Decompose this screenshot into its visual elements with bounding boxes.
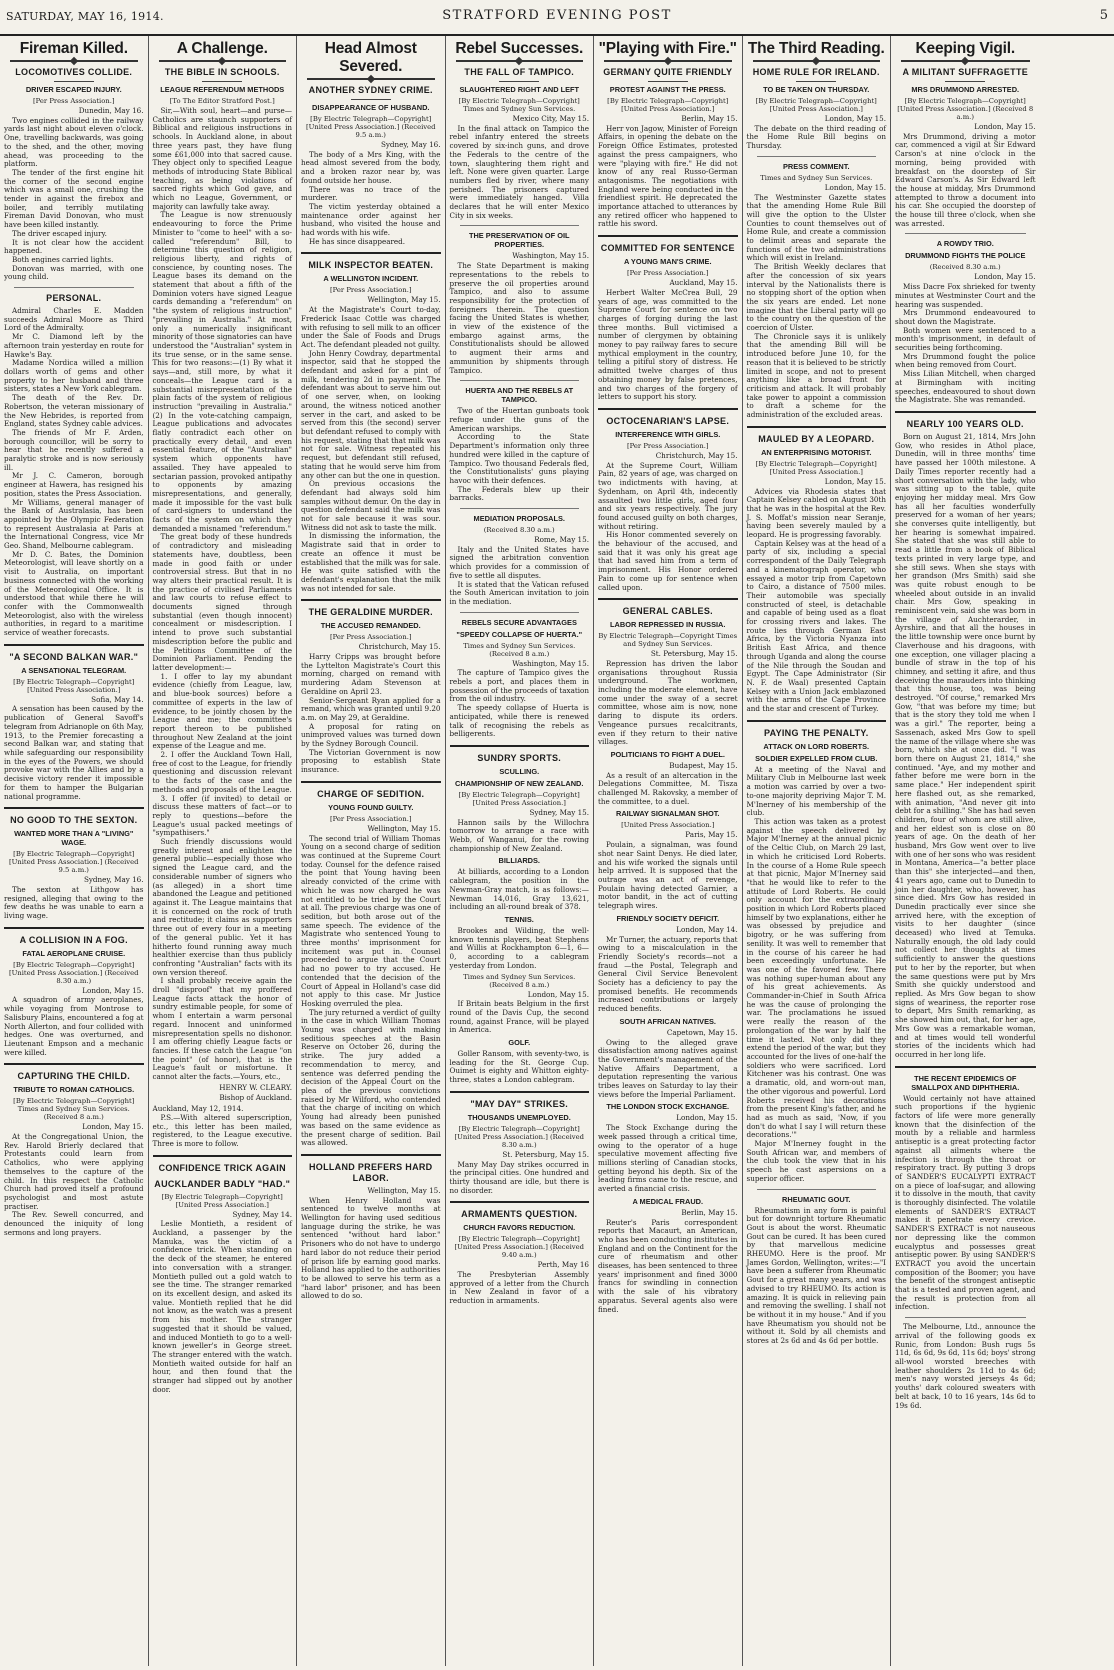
subheading: RHEUMATIC GOUT. [782, 1194, 851, 1204]
subheading: FATAL AEROPLANE CRUISE. [22, 948, 126, 958]
divider [301, 781, 441, 783]
paragraph: Mrs Drummond endeavoured to shout down the Magistrate. [895, 308, 1036, 326]
divider [460, 225, 580, 226]
subheading: FRIENDLY SOCIETY DEFICIT. [616, 913, 720, 923]
paragraph: As a result of an altercation in the Delegations Committee, M. Tisza challenged M. Rakovsky, a member of the committee, to a duel. [598, 770, 738, 806]
byline: [By Electric Telegraph—Copyright] [United Press Association.] [13, 677, 135, 694]
headline-rule [901, 60, 1030, 62]
subheading: THE ACCUSED REMANDED. [320, 621, 421, 631]
dateline: Mexico City, May 15. [512, 114, 589, 123]
masthead [0, 0, 1114, 36]
byline: [United Press Association.] [621, 821, 715, 830]
headline: The Third Reading. [747, 40, 885, 57]
paragraph: At the Supreme Court, William Pain, 82 years of age, was charged on two indictments with having, at Sydenham, on April 4th, indecently assaulted two little girls, aged four and six years respectively. The jury found accused guilty on both charges, without retiring. [598, 460, 738, 531]
paragraph: When Henry Holland was sentenced to twelve months at Wellington for having used seditious language during the strike, he was sentenced "without hard labor." Prisoners who do not have to undergo hard labor do not reduce their period of prison life by earning good marks. Holland has applied to the authorities to be allowed to serve his term as a "hard labor" prisoner, and has been allowed to do so. [301, 1195, 441, 1301]
byline: [Per Press Association.] [626, 441, 709, 450]
subheading: AN ENTERPRISING MOTORIST. [761, 447, 872, 457]
byline: [By Electric Telegraph—Copyright] [United Press Association.] [458, 790, 580, 807]
paragraph: The Melbourne, Ltd., announce the arrival of the following goods ex Runic, from London: Bush rugs 5s 11d, 6s 6d, 9s 6d, 11s 6d; boys' strong all-wool worsted breeches with leather shoulders 2s 11d to 4s 6d; men's navy worsted jerseys 4s 6d; youths' dark coloured sweaters with belt at back, 10 to 16 years, 14s 6d to 19s 6d. [895, 1322, 1036, 1410]
paragraph: Both women were sentenced to a month's imprisonment, in default of securities being forthcoming. [895, 325, 1036, 353]
dateline: Budapest, May 15. [669, 760, 738, 770]
divider [460, 612, 580, 613]
byline: (Received 8.30 a.m.) [929, 263, 1001, 272]
subheading: HOLLAND PREFERS HARD LABOR. [308, 1161, 433, 1183]
paragraph: P.S.—With altered superscription, etc., this letter has been mailed, registered, to the League executive. Three is more to follow. [152, 1112, 292, 1148]
divider [648, 81, 688, 82]
divider [598, 408, 738, 410]
issue-date: SATURDAY, MAY 16, 1914. [6, 10, 164, 23]
divider [499, 81, 539, 82]
byline: [By Electric Telegraph—Copyright] [United Press Association.] [755, 459, 877, 476]
divider [796, 81, 836, 82]
subheading: CONFIDENCE TRICK AGAIN [158, 1162, 286, 1173]
subheading: THE BIBLE IN SCHOOLS. [164, 67, 280, 77]
paragraph: The sexton at Lithgow has resigned, alleging that owing to the few deaths he was unable to earn a living wage. [4, 884, 144, 921]
paragraph: He has since disappeared. [309, 236, 406, 246]
subheading: "MAY DAY" STRIKES. [470, 1098, 569, 1109]
dateline: Sofia, May 14. [91, 694, 144, 704]
dateline: Auckland, May 12, 1914. [152, 1104, 244, 1114]
headline-rule [753, 60, 881, 62]
paragraph: The Rev. Sewell concurred, and denounced the iniquity of long sermons and long prayers. [4, 1210, 144, 1237]
paragraph: Two engines collided in the railway yards last night about eleven o'clock. One, travelling backwards, was going to the shed, and the other, moving ahead, was proceeding to the platform. [4, 115, 144, 169]
byline: [By Electric Telegraph—Copyright] Times and Sydney Sun Services. (Received 8 a.m.) [13, 1097, 135, 1122]
subheading: TRIBUTE TO ROMAN CATHOLICS. [13, 1085, 135, 1095]
subheading: CAPTURING THE CHILD. [17, 1071, 130, 1082]
headline: Fireman Killed. [19, 40, 128, 57]
paragraph: According to the State Department's information only three hundred were killed in the capture of Tampico. Two thousand Federals fled, the Constitutionalists' guns playing havoc with their defences. [449, 432, 589, 485]
byline: [By Electric Telegraph—Copyright] [United Press Association.] [607, 97, 729, 113]
dateline: London, May 15. [82, 1122, 144, 1132]
subheading: CHAMPIONSHIP OF NEW ZEALAND. [455, 778, 584, 788]
dateline: Dunedin, May 16. [78, 106, 144, 115]
headline-rule [604, 60, 732, 62]
dateline: St. Petersburg, May 15. [502, 1149, 589, 1159]
column-2 [149, 36, 298, 1666]
paragraph: The British Weekly declares that after the concession of six years interval by the Nationalists there is no stopping short of the option when the six years are ended. Let none imagine that the Liberal party will go to the country on the question of the coercion of Ulster. [746, 262, 886, 333]
paragraph: Brookes and Wilding, the well-known tennis players, beat Stephens and Willis at Rockhampton 6—1, 6—0, according to a cablegram yesterday from London. [449, 926, 589, 970]
paragraph: Herr von Jagow, Minister of Foreign Affairs, in opening the debate on the Foreign Office Estimates, protested against the press campaigners, who were "playing with fire." He did not know of any real Russo-German antagonisms. The negotiations with England were being conducted in the friendliest spirit. He deprecated the importance attached to utterances by any retired officer who happened to rattle his sword. [598, 123, 738, 229]
divider [905, 1317, 1026, 1318]
subheading: TENNIS. [504, 915, 534, 924]
paragraph: A proposal for rating on unimproved values was turned down by the Sydney Borough Council. [301, 721, 441, 749]
divider [895, 411, 1036, 413]
dateline: London, May 15. [824, 182, 886, 192]
paragraph: The second trial of William Thomas Young on a second charge of sedition was continued at the Supreme Court today. Counsel for the defence raised the point that Young having been already convicted of the crime with which he was now charged he was not entitled to be tried by the Court at all. The previous charge was one of sedition, but both arose out of the same speech. The evidence of the Magistrate who sentenced Young to three months' imprisonment for incitement was put in. Counsel proceeded to argue that the Court had no power to try accused. He contended that the decision of the Court of Appeal in Holland's case did not apply to this case. Mr Justice Hosking overruled the plea. [301, 833, 441, 1008]
paragraph: Admiral Charles E. Madden succeeds Admiral Moore as Third Lord of the Admiralty. [4, 306, 144, 333]
paragraph: At the Magistrate's Court to-day, Frederick Isaac Cottle was charged with refusing to sell milk to an officer under the Sale of Foods and Drugs Act. The defendant pleaded not guilty. [301, 305, 441, 349]
dateline: Washington, May 15. [512, 658, 589, 668]
paragraph: Mr D. C. Bates, the Dominion Meteorologist, will leave shortly on a visit to Australia, on important business connected with the working of the Meteorological Office. It is understood that while there he will confer with the Commonwealth Meteorologist, also with the wireless authorities, in regard to a maritime service of weather forecasts. [4, 549, 144, 638]
paragraph: Mr Turner, the actuary, reports that owing to a miscalculation in the Friendly Society's records—not a fraud —the Postal, Telegraph and General Civil Service Benevolent Society has a deficiency to pay the promised benefits. He recommends increased contributions or largely reduced benefits. [598, 934, 738, 1014]
subheading: TO BE TAKEN ON THURSDAY. [763, 85, 870, 94]
column-1 [0, 36, 149, 1666]
divider [895, 1066, 1036, 1068]
subheading: LOCOMOTIVES COLLIDE. [15, 67, 133, 77]
divider [460, 508, 580, 509]
divider [450, 1201, 590, 1203]
divider [747, 426, 887, 428]
paragraph: Would certainly not have attained such proportions if the hygienic factors of life were more generally known that the disinfection of the mouth by a reliable and harmless antiseptic is a great protecting factor against all ailments where the infection is through the throat or respiratory tract. By putting 3 drops of SANDER'S EUCALYPTI EXTRACT on a piece of loaf-sugar, and allowing it to dissolve in the mouth, that cavity is thoroughly disinfected. The volatile elements of SANDER'S EXTRACT makes it penetrate every crevice. SANDER'S EXTRACT is not nauseous nor depressing like the common eucalyptus and possesses great antiseptic power. By using SANDER'S EXTRACT you avoid the uncertain composition of the Boomer; you have the benefit of the strongest antiseptic that is a tested and proven agent, and the result is protection from all infection. [895, 1093, 1036, 1312]
paragraph: Italy and the United States have signed the arbitration convention which provides for a commission of five to settle all disputes. [449, 544, 589, 580]
paragraph: Mrs Drummond fought the police when being removed from Court. [895, 351, 1036, 370]
column-6 [743, 36, 892, 1666]
paragraph: A squadron of army aeroplanes, while voyaging from Montrose to Salisbury Plains, encountered a fog at North Allerton, and four collided with hedges. One was overturned, and Lieutenant Empson and a mechanic were killed. [4, 995, 144, 1057]
paragraph: 3. I offer (if invited) to detail or discuss these matters of fact—or to reply to questions—before the League's usual packed meetings of "sympathisers." [152, 793, 292, 838]
paragraph: Poulain, a signalman, was found shot near Saint Denys. He died later, and his wife worked the signals until help arrived. It is supposed that the outrage was an act of revenge, Poulain having detected Garnier, a motor bandit, in the act of cutting telegraph wires. [598, 840, 738, 911]
paragraph: In dismissing the information, the Magistrate said that in order to create an offence it must be established that the milk was for sale. He was quite satisfied with the defendant's explanation that the milk was not intended for sale. [301, 531, 441, 593]
byline: [By Electric Telegraph—Copyright] [United Press Association.] [755, 97, 877, 113]
dateline: Washington, May 15. [512, 251, 589, 261]
paragraph: Two of the Huertan gunboats took refuge under the guns of the American warships. [449, 406, 589, 433]
divider [460, 380, 580, 381]
dateline: St. Petersburg, May 15. [650, 649, 738, 659]
paragraph: The State Department is making representations to the rebels to preserve the oil properties around Tampico, and also to assume responsibility for the protection of foreigners therein. The question facing the United States is whether, in view of the existence of the embargo against arms, the Constitutionalists should be allowed to augment their arms and ammunition by shipments through Tampico. [449, 261, 589, 375]
paragraph: Mr J. C. Cameron, borough engineer at Hawera, has resigned his position, states the Press Association. [4, 471, 144, 498]
paragraph: The body of a Mrs King, with the head almost severed from the body, and a broken razor near by, was found outside her house. [301, 149, 441, 185]
paragraph: The friends of Mr F. Arden, borough councillor, will be sorry to hear that he recently suffered a paralytic stroke and is now seriously ill. [4, 427, 144, 472]
paragraph: There was no trace of the murderer. [301, 184, 441, 203]
subheading: YOUNG FOUND GUILTY. [328, 802, 414, 812]
headline-rule [10, 60, 138, 62]
paragraph: Born on August 21, 1814, Mrs John Gow, who resides in Athol place, Dunedin, will in three months' time have passed her 100th milestone. A Daily Times reporter recently had a short conversation with the lady, who was sitting up to the table, quite enjoying her midday meal. Mrs Gow has all her faculties wonderfully preserved for a woman of her years; she converses quite intelligently, but her hearing is somewhat impaired. She stated that she was still able to read a little from a book of Biblical texts printed in very large type, and she still sews. When she stays with her grandson (Mrs Smith) said she was quite robust enough to be wheeled about outside in an invalid chair. Mrs Gow, speaking in reminiscent vein, said she was born in the village of Auchterarder, in Ayrshire, and that all the houses in the little township were once burnt by Claverhouse and his dragoons, with one exception, one villager placing a bundle of straw in the top of his chimney, and setting it afire, and thus deceiving the marauders into thinking that this house, too, was being destroyed. "Of course," remarked Mrs Gow, "that was before my time; but that is the story they told me when I was a girl." The reporter, being a Sassenach, asked Mrs Gow to spell the name of the village where she was born, which she at once did. "I was born there on August 21, 1814," she continued. "Aye, and my mother and father before me were born in the same place." Her independent spirit here flashed out, as she remarked, with animation, "And never git into debt for a shilling." She has had seven children, four of whom are still alive, and her eldest son is close on 80 years of age. On the death of her husband, Mrs Gow went over to live with one of her sons who was resident in Montana, America—"a better place than this" she interjected—and then, 41 years ago, came out to Dunedin to join her daughter, who, however, has since died. Mrs Gow has resided in Dunedin practically ever since she arrived here, with the exception of visits to her daughter (since deceased) who lived at Temuka. Naturally enough, the old lady could not collect her thoughts at times sufficiently to answer the questions put to her by the reporter, but when the same questions were put by Mrs Smith she quickly understood and replied. As Mrs Gow began to show signs of weariness, the reporter rose to depart, Mrs Smith remarking, as she showed him out, that, for her age, Mrs Gow was a remarkable woman, and at times would tell wonderful stories of the incidents which had occurred in her long life. [895, 431, 1036, 1059]
page-columns [0, 36, 1114, 1670]
divider [905, 233, 1026, 234]
divider [757, 156, 877, 157]
subheading: SUNDRY SPORTS. [477, 752, 562, 763]
dateline: London, May 15. [974, 272, 1036, 282]
byline: [Per Press Association.] [32, 97, 115, 105]
paragraph: Leslie Montieth, a resident of Auckland, a passenger by the Manuka, was the victim of a confidence trick. When standing on the deck of the steamer, he entered into conversation with a stranger. Montieth pulled out a gold watch to see the time. The stranger remarked on its excellent design, and asked its value. Montieth replied that he did not know, as the watch was a present from his mother. The stranger suggested that it should be valued, and induced Montieth to go to a well-known jeweller's in George street. The stranger entered with the watch. Montieth waited outside for half an hour, and then found that the stranger had slipped out by another door. [152, 1219, 292, 1394]
subheading: COMMITTED FOR SENTENCE [600, 243, 735, 254]
subheading: ATTACK ON LORD ROBERTS. [763, 741, 870, 751]
column-4 [446, 36, 595, 1666]
subheading: SOUTH AFRICAN NATIVES. [619, 1016, 716, 1026]
subheading: NEARLY 100 YEARS OLD. [906, 418, 1024, 429]
paragraph: 2. I offer the Auckland Town Hall, free of cost to the League, for friendly questioning and discussion relevant to the facts of the case and the methods and proposals of the League. [152, 750, 292, 794]
dateline: Rome, May 15. [534, 535, 589, 545]
divider [4, 927, 144, 929]
subheading: MILK INSPECTOR BEATEN. [308, 260, 434, 271]
paragraph: 1. I offer to lay my abundant evidence (chiefly from League, law, and blue-book sources) before a committee of experts in the law of evidence, to be jointly chosen by the League and me; the committee's report thereon to be published throughout New Zealand at the joint expense of the League and me. [152, 671, 292, 751]
byline: By Electric Telegraph—Copyright Times and Sydney Sun Services. [598, 632, 738, 649]
byline: [Per Press Association.] [329, 814, 412, 823]
paper-title: STRATFORD EVENING POST [442, 8, 672, 23]
paragraph: His Honor commented severely on the behaviour of the accused, and said that it was only his great age that had saved him from a term of imprisonment. His Honor ordered Pain to come up for sentence when called upon. [598, 530, 738, 592]
paragraph: Donovan was married, with one young child. [4, 263, 144, 282]
divider [757, 1189, 877, 1190]
subheading: PROTEST AGAINST THE PRESS. [609, 85, 726, 94]
byline: [By Electric Telegraph—Copyright] [United Press Association.] (Received 9.40 a.m.) [454, 1235, 585, 1260]
divider [450, 1091, 590, 1093]
headline: Keeping Vigil. [915, 40, 1015, 57]
headline: Rebel Successes. [455, 40, 584, 57]
paragraph: The Stock Exchange during the week passed through a critical time, owing to the operator of a huge speculative movement affecting five millions sterling of Canadian stocks, getting beyond his depth. Six of the leading firms came to the rescue, and averted a financial crisis. [598, 1123, 738, 1194]
byline: [By Electric Telegraph—Copyright] [United Press Association.] (Received 8.30 a.m.) [454, 1124, 585, 1149]
subheading: INTERFERENCE WITH GIRLS. [615, 429, 721, 439]
paragraph: Owing to the alleged grave dissatisfaction among natives against the Government's management of the Native Affairs Department, a deputation representing the various tribes leaves on Saturday to lay their views before the Imperial Parliament. [598, 1037, 738, 1099]
subheading: SOLDIER EXPELLED FROM CLUB. [755, 753, 878, 763]
headline: Head Almost Severed. [324, 40, 417, 75]
subheading: PERSONAL. [46, 293, 102, 304]
subheading: SCULLING. [499, 766, 540, 776]
byline: [By Electric Telegraph—Copyright] [United Press Association.] [161, 1192, 283, 1209]
subheading: DISAPPEARANCE OF HUSBAND. [312, 103, 430, 112]
dateline: Auckland, May 15. [669, 278, 738, 288]
divider [54, 81, 94, 82]
subheading: POLITICIANS TO FIGHT A DUEL. [610, 749, 725, 759]
divider [153, 1155, 293, 1157]
divider [301, 1154, 441, 1156]
dateline: Perth, May 16 [537, 1260, 589, 1270]
divider [450, 745, 590, 747]
paragraph: The Presbyterian Assembly approved of a letter from the Church in New Zealand in favor of a reduction in armaments. [449, 1270, 589, 1306]
paragraph: The Federals blew up their barracks. [449, 484, 589, 503]
subheading: "SPEEDY COLLAPSE OF HUERTA." [456, 629, 583, 639]
dateline: Berlin, May 15. [681, 114, 738, 123]
byline: [Per Press Association.] [626, 269, 709, 278]
dateline: Sydney, May 16. [380, 140, 441, 149]
dateline: London, May 15. [82, 985, 144, 995]
subheading: THE RECENT EPIDEMICS OF SMALLPOX AND DIPHTHERIA. [911, 1073, 1020, 1092]
headline-rule [159, 60, 287, 62]
paragraph: If Britain beats Belgium in the first round of the Davis Cup, the second round, against France, will be played in America. [449, 999, 589, 1035]
paragraph: The capture of Tampico gives the rebels a port, and places them in possession of the proceeds of taxation from the oil industry. [449, 668, 589, 704]
paragraph: The Chronicle says it is unlikely that the amending Bill will be introduced before June 10, for the reason that it is believed to be strictly limited in scope, and not to present anything like a broad front for criticism and attack. It will probably take power to appoint a commission to draft a scheme for the administration of the excluded areas. [746, 331, 886, 420]
dateline: Capetown, May 15. [666, 1027, 738, 1037]
subheading: WANTED MORE THAN A "LIVING" WAGE. [14, 829, 134, 848]
paragraph: Mrs Drummond, driving a motor car, commenced a vigil at Sir Edward Carson's at nine o'clock in the morning, being provided with breakfast on the doorstep of Sir Edward Carson's. As Sir Edward left the house at midday, Mrs Drummond attempted to throw a document into his car. She occupied the doorstep of the house till three o'clock, when she was arrested. [895, 131, 1036, 228]
divider [301, 252, 441, 254]
headline-rule [456, 60, 584, 62]
paragraph: Harry Cripps was brought before the Lyttelton Magistrate's Court this morning, charged on remand with murdering Adam Stevenson at Geraldine on April 23. [301, 652, 441, 696]
divider [598, 598, 738, 600]
dateline: London, May 15. [974, 122, 1036, 131]
paragraph: The great body of these hundreds of contradictory and misleading statements have, doubtless, been made in good faith or under controversial stress. But that in no way alters their practical result. It is the practice of civilised Parliaments and law courts to refuse effect to documents signed through substantial (even though innocent) concealment or misdescription. I intend to prove such substantial misdescription before the public and the Petitions Committee of the Dominion Parliament. Pending the latter development:— [152, 532, 292, 672]
subheading: THE GERALDINE MURDER. [308, 607, 433, 618]
dateline: Sydney, May 14. [232, 1209, 292, 1219]
subheading: OCTOCENARIAN'S LAPSE. [606, 415, 730, 426]
byline: [By Electric Telegraph—Copyright] Times and Sydney Sun Services. [458, 97, 580, 113]
paragraph: Miss Dacre Fox shrieked for twenty minutes at Westminster Court and the hearing was suspended. [895, 282, 1036, 309]
subheading: A COLLISION IN A FOG. [19, 934, 128, 945]
divider [598, 235, 738, 237]
subheading: THE LONDON STOCK EXCHANGE. [606, 1102, 730, 1112]
paragraph: Senior-Sergeant Ryan applied for a remand, which was granted until 9.20 a.m. on May 29, at Geraldine. [301, 695, 441, 722]
signature: HENRY W. CLEARY. [219, 1082, 292, 1092]
subheading: ARMAMENTS QUESTION. [461, 1209, 578, 1220]
divider [4, 644, 144, 646]
paragraph: Advices via Rhodesia states that Captain Kelsey cabled on August 30th that he was in the hospital at the Rev. J. S. Moffat's mission near Seranje, having been severely mauled by a leopard. He is progressing favorably. [746, 486, 886, 540]
byline: Times and Sydney Sun Services. (Received 8 a.m.) [463, 641, 576, 658]
subheading: THE FALL OF TAMPICO. [464, 67, 575, 77]
subheading: A MEDICAL FRAUD. [632, 1196, 704, 1206]
subheading: GENERAL CABLES. [622, 606, 713, 617]
subheading: AUCKLANDER BADLY "HAD." [154, 1178, 291, 1189]
subheading: HUERTA AND THE REBELS AT TAMPICO. [465, 386, 574, 405]
subheading: CHURCH FAVORS REDUCTION. [463, 1223, 576, 1233]
byline: Times and Sydney Sun Services. (Received 8 a.m.) [463, 972, 576, 989]
subheading: CHARGE OF SEDITION. [317, 788, 425, 799]
dateline: London, May 15. [676, 1113, 738, 1123]
paragraph: Mr C. Diamond left by the afternoon train yesterday en route for Hawke's Bay. [4, 332, 144, 359]
byline: Times and Sydney Sun Services. [760, 173, 873, 182]
subheading: A WELLINGTON INCIDENT. [323, 274, 419, 284]
paragraph: The driver escaped injury. [12, 228, 107, 238]
paragraph: Many May Day strikes occurred in the principal cities. One hundred and thirty thousand are idle, but there is no disorder. [449, 1159, 589, 1195]
paragraph: It is not clear how the accident happened. [4, 237, 144, 256]
signature-title: Bishop of Auckland. [219, 1093, 292, 1103]
dateline: London, May 15. [527, 989, 589, 999]
paragraph: On previous occasions the defendant had always sold him samples without demur. On the day in question defendant said the milk was not for sale because it was sour. Witness did not ask to taste the milk. [301, 479, 441, 532]
paragraph: It is stated that the Vatican refused the South American invitation to join in the mediation. [449, 579, 589, 606]
subheading: GOLF. [508, 1038, 531, 1048]
paragraph: Captain Kelsey was at the head of a party of six, including a special correspondent of the Daily Telegraph and a kinematograph operator, who essayed a motor trip from Capetown to Cairo, a distance of 7500 miles. Their automobile was specially constructed of steel, is detachable and capable of being used as a float for crossing rivers and lakes. The route lies through German East Africa, by the Victoria Nyanza into British East Africa, and thence through Uganda and along the course of the Nile through the Soudan and Egypt. The Cape Administrator (Sir N. F. de Waal) presented Captain Kelsey with a Union Jack emblazoned with the arms of the Cape Province and the star and crescent of Turkey. [746, 538, 886, 714]
paragraph: The jury returned a verdict of guilty in the case in which William Thomas Young was charged with making seditious speeches at the Basin Reserve on October 26, during the strike. The jury added a recommendation to mercy, and sentence was deferred pending the decision of the Appeal Court on the plea of the previous convictions raised by Mr Wilford, who contended that the charge of inciting on which Young had already been punished was based on the same evidence as the present charge of sedition. Bail was allowed. [301, 1007, 441, 1148]
paragraph: At a meeting of the Naval and Military Club in Melbourne last week a motion was carried by over a two-to-one majority depriving Major T. M. M'Inerney of his membership of the club. [746, 764, 886, 818]
dateline: Christchurch, May 15. [655, 450, 738, 460]
byline: [By Electric Telegraph—Copyright] [United Press Association.] (Received 8.30 a.m.) [8, 960, 139, 985]
paragraph: The tender of the first engine hit the corner of the second engine which was a small one, crushing the tender in against the firebox and boiler, and terribly mutilating Fireman David Donovan, who must have been killed instantly. [4, 167, 144, 230]
paragraph: The speedy collapse of Huerta is anticipated, while there is renewed talk of recognising the rebels as belligerents. [449, 703, 589, 739]
paragraph: The victim yesterday obtained a maintenance order against her husband, who visited the house and had words with his wife. [301, 201, 441, 238]
divider [4, 807, 144, 809]
subheading: MAULED BY A LEOPARD. [758, 433, 875, 444]
subheading: A MILITANT SUFFRAGETTE [902, 67, 1029, 77]
paragraph: Such friendly discussions would greatly interest and enlighten the general public—especially those who signed the League card, and the considerable number of signers who (as alleged) in a short time abandoned the League and petitioned against it. The League maintains that it is concerned on the rock of truth and rectitude; it claims as supporters three out of every four in a meeting of the general public. Yet it has hitherto found running away much healthier exercise than thus publicly confronting "Australian" facts with its own version thereof. [152, 837, 292, 977]
subheading: DRIVER ESCAPED INJURY. [25, 85, 122, 94]
paragraph: John Henry Cowdray, departmental inspector, said that he stopped the defendant and asked for a pint of milk, tendering 2d in payment. The defendant was about to serve him out of one server, when, on looking around, the witness noticed another server in the cart, and asked to be served from this (the second) server but defendant refused to comply with his request, stating that that milk was not for sale. Witness repeated his request, but defendant still refused, stating that he would serve him from any other can but the one in question. [301, 348, 441, 480]
paragraph: The debate on the third reading of the Home Rule Bill begins on Thursday. [746, 123, 886, 151]
dateline: London, May 15. [824, 114, 886, 123]
divider [351, 99, 391, 100]
byline: [By Electric Telegraph—Copyright] [United Press Association.] (Received 8 a.m.) [897, 97, 1034, 121]
paragraph: Madame Nordica willed a million dollars worth of gems and other property to her husband and three sisters, states a New York cablegram. [4, 358, 144, 394]
paragraph: Rheumatism in any form is painful but for downright torture Rheumatic Gout is about the worst. Rheumatic Gout can be cured. It has been cured by that marvellous medicine RHEUMO. Here is the proof. Mr James Gordon, Wellington, writes:—"I have been a sufferer from Rheumatic Gout for a great many years, and was advised to try RHEUMO. Its action is amazing. It is quick in relieving pain and removing the swelling. I shall not be without it in my house." And if you have Rheumatism you should not be without it. Sold by all chemists and stores at 2s 6d and 4s 6d per bottle. [746, 1205, 886, 1346]
headline: "Playing with Fire." [598, 40, 737, 57]
paragraph: Sir,—With soul, heart—and purse—Catholics are staunch supporters of Biblical and religious instructions in schools. In Auckland alone, in about three years past, they have flung some £61,000 into that sacred cause. They object only to specified League methods of introducing State Biblical teaching, as being violations of sacred rights which God gave, and which no League, Government, or majority can lawfully take away. [152, 106, 292, 211]
dateline: Sydney, May 15. [529, 807, 589, 817]
paragraph: In the final attack on Tampico the rebel infantry entered the streets covered by six-inch guns, and drove the Federals to the centre of the town, slaughtering them right and left. None were given quarter. Large numbers fled by river, where many perished. The prisoners captured were immediately hanged. Villa declares that he will enter Mexico City in six weeks. [449, 123, 589, 220]
subheading: GERMANY QUITE FRIENDLY [603, 67, 733, 77]
subheading: THOUSANDS UNEMPLOYED. [467, 1112, 571, 1122]
paragraph: Repression has driven the labor organisations throughout Russia underground. The workmen, including the moderate element, have come under the sway of a secret committee, whose aim is now, none daring to dispute its orders. Vengeance pursues recalcitrants, even if they return to their native villages. [598, 658, 738, 747]
subheading: A YOUNG MAN'S CRIME. [623, 257, 712, 267]
paragraph: Major M'Inerney fought in the South African war, and members of the club took the view that in his speech he cast aspersions on a superior officer. [746, 1139, 886, 1183]
byline: [Per Press Association.] [329, 633, 412, 642]
dateline: London, May 15. [824, 476, 886, 486]
subheading: LEAGUE REFERENDUM METHODS [160, 85, 285, 94]
paragraph: The League is now strenuously endeavouring to force the Prime Minister to "come to heel" with a so-called "referendum" Bill, to determine this question of religion, religious liberty, and rights of conscience, by counting noses. The League bases its demand on the statement that about a fifth of the Dominion voters have signed League cards demanding a "referendum" on "the system of religious instruction" "prevailing in Australia." At most, only a numerically insignificant minority of those signatories can have understood the "Australian" system in its true sense, or in the same sense. This for two reasons:—(1) By what it says—and, still more, by what it conceals—the League card is a substantial misrepresentation of the plain facts of the system of religious instruction "prevailing in Australia." (2) In the vote-catching campaign, League publications and advocates flatly contradict each other on practically every detail, and even essential feature, of the "Australian" system which opponents have assailed. They have appealed to sectarian passion, provoked antipathy to opponents by amazing misrepresentations, and generally, made it impossible for the vast bulk of card-signers to understand the facts of the system on which they demanded a misnamed "referendum." [152, 210, 293, 533]
paragraph: Both engines carried lights. [12, 254, 114, 264]
paragraph: Miss Lilian Mitchell, when charged at Birmingham with inciting speeches, endeavoured to shout down the Magistrate. She was remanded. [895, 369, 1036, 405]
subheading: LABOR REPRESSED IN RUSSIA. [610, 620, 726, 630]
paragraph: This action was taken as a protest against the speech delivered by Major M'Inerney at the annual picnic of the Celtic Club, on March 29 last, in which he criticised Lord Roberts. In the course of a Home Rule speech at that picnic, Major M'Inerney said "that he would like to refer to the attitude of Lord Roberts. He could only account for the extraordinary position in which Lord Roberts placed himself by two explanations, either he was obsessed by prejudice and bigotry, or he was suffering from senility. It was well to remember that in the course of his career he had been exceedingly unfortunate. He was one of the favored few. There was nothing super-human about any of his great achievements. As Commander-in-Chief in South Africa he was the cause of prolonging the war. The proclamations he issued were really the reason of the prolongation of the war by half the time it lasted. Not only did they extend the period of the war, but they accounted for the lives of one-half the soldiers who were sacrificed. Lord Kitchener was his contrast. One was a dramatic, old, and worn-out man, the other vigorous and powerful. Lord Roberts received his decorations from the present King's father, and he had as much as said, 'Now, if you don't do what I say I will return these decorations.'" [746, 817, 886, 1140]
subheading: RAILWAY SIGNALMAN SHOT. [616, 809, 720, 819]
paragraph: I shall probably receive again the droll "disproof" that my proffered League facts attack the honor of sundry estimable people, for some of whom I entertain a warm personal regard. Innocent and uninformed misrepresentation spells no dishonor. I am offering chiefly League facts or fancies. If these catch the League "on the point" (of honor), that is the League's fault or misfortune. It cannot alter the facts.—Yours, etc., [152, 976, 292, 1082]
byline: [To The Editor Stratford Post.] [169, 97, 275, 105]
dateline: Wellington, May 15. [367, 823, 441, 833]
column-5 [594, 36, 743, 1666]
subheading: DRUMMOND FIGHTS THE POLICE [905, 251, 1026, 261]
subheading: PAYING THE PENALTY. [763, 727, 869, 738]
divider [14, 287, 134, 288]
dateline: London, May 14. [676, 924, 738, 934]
dateline: Wellington, May 15. [367, 295, 441, 305]
dateline: Sydney, May 16. [83, 875, 144, 885]
paragraph: At billiards, according to a London cablegram, the position in the Newman-Gray match, is as follows:—Newman 14,016, Gray 13,621, including an all-round break of 378. [449, 867, 589, 912]
paragraph: Herbert Walter McCrea Bull, 29 years of age, was committed to the Supreme Court for sentence on two charges of forging during the last three months. Bull victimised a number of clergymen by obtaining money to pay railway fares to secure mythical employment in the country, telling a pitiful story of distress. He admitted twelve charges of thus obtaining money by false pretences, and two charges of the forgery of letters to support his story. [598, 287, 738, 402]
paragraph: Reuter's Paris correspondent reports that Macaurt, an American, who has been conducting institutes in England and on the Continent for the cure of rheumatism and other diseases, has been sentenced to three years' imprisonment and fined 3000 francs for swindling in connection with the sale of his vibratory apparatus. Several agents also were fined. [598, 1217, 738, 1314]
dateline: Wellington, May 15. [367, 1185, 441, 1195]
subheading: BILLIARDS. [498, 856, 540, 866]
subheading: PRESS COMMENT. [782, 161, 850, 171]
subheading: REBELS SECURE ADVANTAGES [461, 617, 577, 627]
paragraph: The death of the Rev. Dr. Robertson, the veteran missionary of the New Hebrides, is reported from England, states Sydney cable advices. [4, 393, 144, 429]
column-7 [891, 36, 1040, 1666]
dateline: Paris, May 15. [685, 830, 738, 840]
byline: (Received 8.30 a.m.) [483, 526, 555, 535]
paragraph: A sensation has been caused by the publication of General Savoff's telegram from Adrianople on 6th May, 1913, to the Premier forecasting a second Balkan war, and stating that while safeguarding our responsibility in the eyes of the Powers, we should provoke war with the Allies and by a decisive victory render it impossible for them to hamper the Bulgarian national programme. [4, 704, 144, 801]
subheading: MEDIATION PROPOSALS. [473, 514, 565, 524]
subheading: MRS DRUMMOND ARRESTED. [911, 85, 1020, 94]
paragraph: Mr Williams, general manager of the Bank of Australasia, has been appointed by the Olympic Federation to represent Australasia at Paris at the International Congress, vice Mr Geo. Shand, Melbourne cablegram. [4, 497, 144, 551]
subheading: "A SECOND BALKAN WAR." [9, 651, 139, 662]
divider [301, 599, 441, 601]
paragraph: Hannon sails by the Willochra tomorrow to arrange a race with Webb, of Wanganui, for the rowing championship of New Zealand. [449, 817, 589, 853]
headline: A Challenge. [176, 40, 268, 57]
subheading: HOME RULE FOR IRELAND. [752, 67, 880, 77]
divider [747, 720, 887, 722]
subheading: A ROWDY TRIO. [936, 239, 994, 249]
divider [202, 81, 242, 82]
subheading: SLAUGHTERED RIGHT AND LEFT [459, 85, 580, 94]
subheading: NO GOOD TO THE SEXTON. [10, 815, 138, 826]
headline-rule [307, 78, 435, 80]
dateline: Christchurch, May 15. [358, 642, 441, 652]
subheading: A SENSATIONAL TELEGRAM. [21, 665, 127, 675]
paragraph: The Victorian Government is now proposing to establish State insurance. [301, 747, 441, 775]
subheading: THE PRESERVATION OF OIL PROPERTIES. [468, 231, 570, 250]
paragraph: Goller Ransom, with seventy-two, is leading for the St. George Cup. Ouimet is eighty and Whitton eighty-three, states a London cablegram. [449, 1049, 589, 1085]
divider [4, 1063, 144, 1065]
byline: [Per Press Association.] [329, 286, 412, 295]
subheading: ANOTHER SYDNEY CRIME. [308, 85, 433, 95]
byline: [By Electric Telegraph—Copyright] [United Press Association.] (Received 9.5 a.m.) [8, 850, 139, 875]
byline: [By Electric Telegraph—Copyright] [United Press Association.] (Received 9.5 a.m.) [305, 115, 436, 139]
dateline: Berlin, May 15. [681, 1207, 738, 1217]
divider [945, 81, 985, 82]
page-number: 5 [1099, 8, 1108, 23]
paragraph: At the Congregational Union, the Rev. Harold Brierly declared that Protestants could learn from Catholics, who were applying themselves to the capture of the child. In this respect the Catholic Church had proved itself a profound psychologist and most astute practiser. [4, 1132, 144, 1211]
column-3 [297, 36, 446, 1666]
paragraph: The Westminster Gazette states that the amending Home Rule Bill will give the option to the Ulster Counties to count themselves out of Home Rule, and create a commission to delimit areas and separate the functions of the two administrations which will exist in Ireland. [746, 192, 886, 263]
